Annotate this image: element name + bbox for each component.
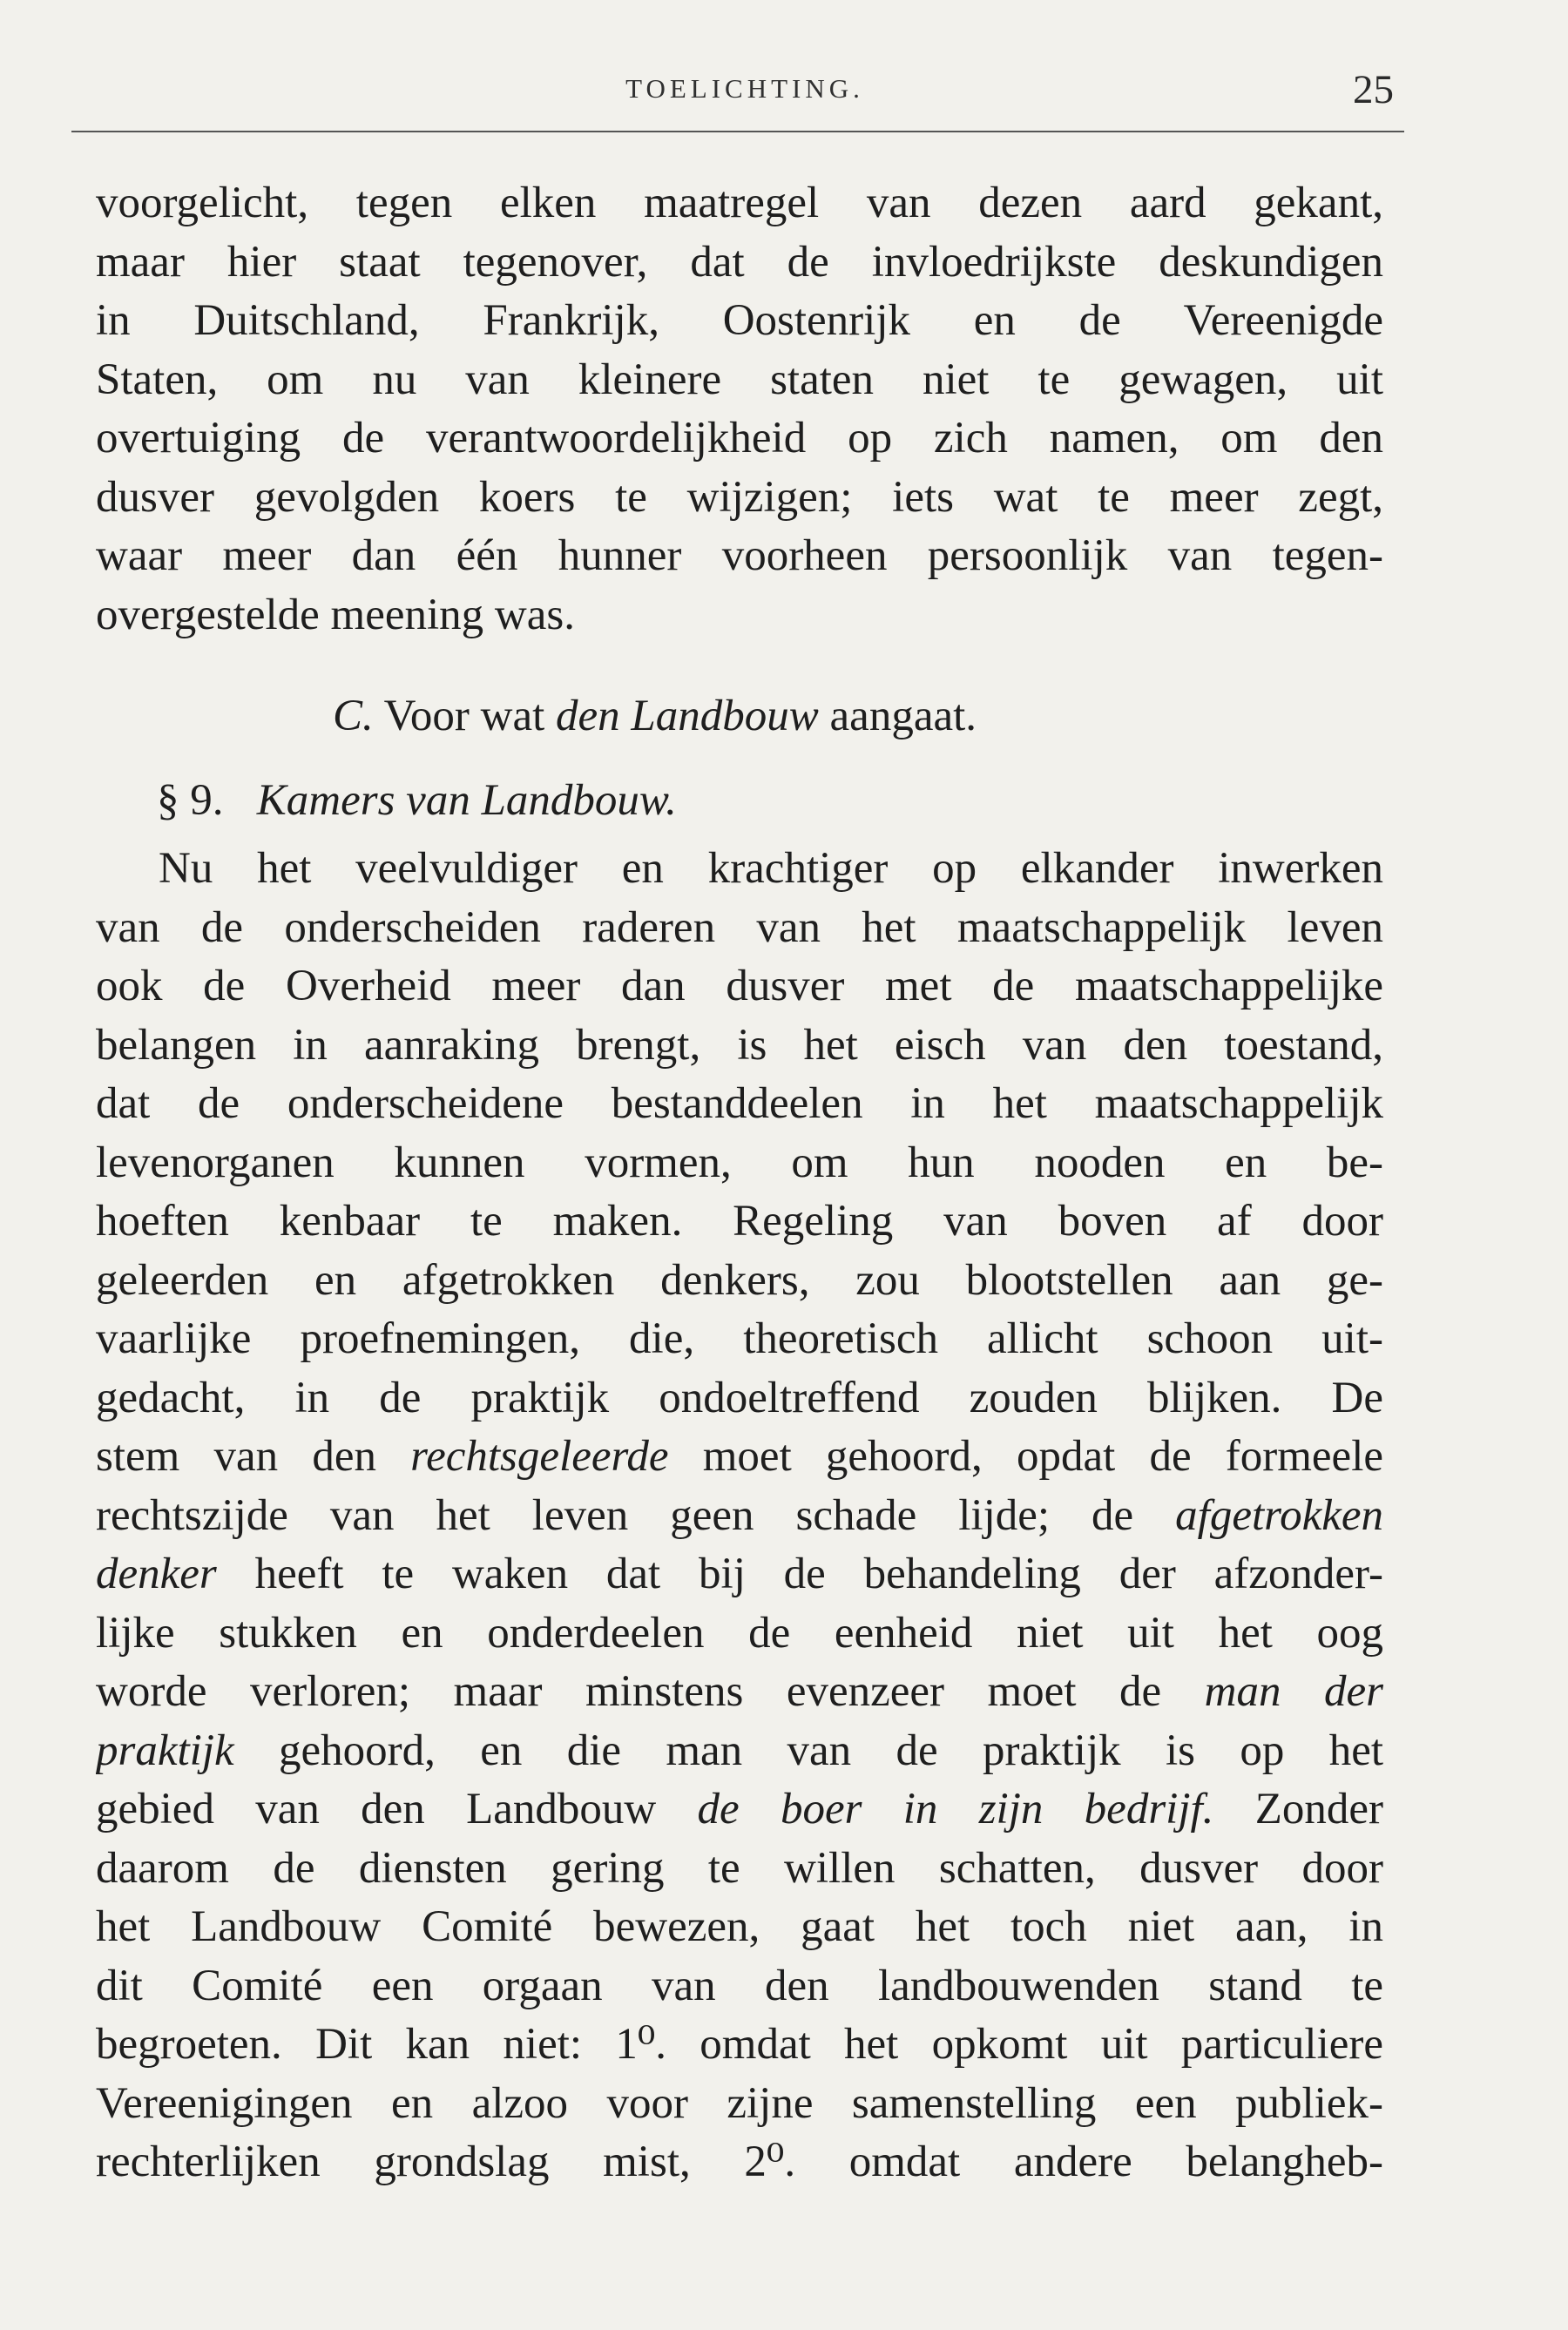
heading-text: Voor wat [383, 692, 545, 740]
text-run: heeft te waken dat bij de behandeling der afzonder- [254, 1550, 1383, 1598]
text-run: Zonder [1254, 1785, 1383, 1834]
running-title: TOELICHTING. [625, 73, 864, 104]
paragraph-kamers [96, 840, 1383, 2192]
italic-run: man der [1204, 1667, 1383, 1716]
section-number: § 9. [157, 776, 224, 825]
section-label: C. [333, 692, 374, 740]
text-line: voorgelicht, tegen elken maatregel van dezen aard gekant, [96, 179, 1383, 227]
text-line: Staten, om nu van kleinere staten niet te gewagen, uit [96, 355, 1383, 404]
text-line: overgestelde meening was. [96, 590, 575, 639]
heading-italic: den Landbouw [556, 692, 819, 740]
text-line: gedacht, in de praktijk ondoeltreffend zouden blijken. De [96, 1373, 1383, 1422]
text-line: Vereenigingen en alzoo voor zijne samenstelling een publiek- [96, 2078, 1383, 2128]
text-run: gehoord, en die man van de praktijk is op het [279, 1726, 1383, 1775]
text-line [96, 1428, 1383, 1487]
text-line: begroeten. Dit kan niet: 1⁰. omdat het opkomt uit particuliere [96, 2020, 1383, 2069]
text-line [96, 1545, 1383, 1604]
italic-run: rechtsgeleerde [410, 1432, 669, 1481]
italic-run: afgetrokken [1175, 1490, 1383, 1540]
text-line: hoeften kenbaar te maken. Regeling van boven af door [96, 1197, 1383, 1246]
text-line: dit Comité een orgaan van den landbouwenden stand te [96, 1961, 1383, 2010]
text-line [96, 1487, 1383, 1546]
text-line: geleerden en afgetrokken denkers, zou blootstellen aan ge- [96, 1255, 1383, 1305]
text-run: rechtszijde van het leven geen schade lijde; de [96, 1490, 1134, 1540]
text-line: ook de Overheid meer dan dusver met de maatschappelijke [96, 962, 1383, 1010]
italic-run: de boer in zijn bedrijf. [697, 1785, 1214, 1834]
section-heading-c [96, 671, 1383, 761]
heading-text: aangaat. [829, 692, 977, 740]
paragraph-continued [96, 174, 1383, 645]
text-run: gebied van den Landbouw [96, 1785, 657, 1834]
text-line: maar hier staat tegenover, dat de invloedrijkste deskundigen [96, 237, 1383, 287]
text-line: overtuiging de verantwoordelijkheid op zich namen, om den [96, 414, 1383, 463]
header-rule [71, 131, 1404, 132]
spacer [96, 645, 1383, 671]
text-line: het Landbouw Comité bewezen, gaat het toch niet aan, in [96, 1902, 1383, 1951]
text-run: moet gehoord, opdat de formeele [702, 1432, 1383, 1481]
text-line: belangen in aanraking brengt, is het eisch van den toestand, [96, 1020, 1383, 1070]
body-text [96, 174, 1383, 2192]
text-line: Nu het veelvuldiger en krachtiger op elkander inwerken [159, 844, 1383, 893]
section-heading-9 [96, 761, 1383, 840]
page-number: 25 [1353, 67, 1394, 112]
text-line: vaarlijke proefnemingen, die, theoretisch allicht schoon uit- [96, 1314, 1383, 1363]
text-line: in Duitschland, Frankrijk, Oostenrijk en de Vereenigde [96, 296, 1383, 345]
text-line [96, 1780, 1383, 1840]
text-line: lijke stukken en onderdeelen de eenheid niet uit het oog [96, 1608, 1383, 1658]
text-run: stem van den [96, 1432, 376, 1481]
text-line [96, 1663, 1383, 1722]
text-line [96, 1722, 1383, 1781]
text-line: dusver gevolgden koers te wijzigen; iets wat te meer zegt, [96, 472, 1383, 522]
italic-run: denker [96, 1550, 217, 1598]
italic-run: praktijk [96, 1726, 234, 1775]
section-title: Kamers van Landbouw. [256, 776, 677, 825]
text-line: levenorganen kunnen vormen, om hun nooden en be- [96, 1138, 1383, 1187]
text-line: waar meer dan één hunner voorheen persoonlijk van tegen- [96, 531, 1383, 580]
text-line: dat de onderscheidene bestanddeelen in het maatschappelijk [96, 1079, 1383, 1128]
text-line: rechterlijken grondslag mist, 2⁰. omdat andere belangheb- [96, 2138, 1383, 2186]
text-line: van de onderscheiden raderen van het maatschappelijk leven [96, 902, 1383, 952]
text-run: worde verloren; maar minstens evenzeer moet de [96, 1667, 1162, 1716]
running-header [96, 67, 1394, 124]
text-line: daarom de diensten gering te willen schatten, dusver door [96, 1843, 1383, 1893]
